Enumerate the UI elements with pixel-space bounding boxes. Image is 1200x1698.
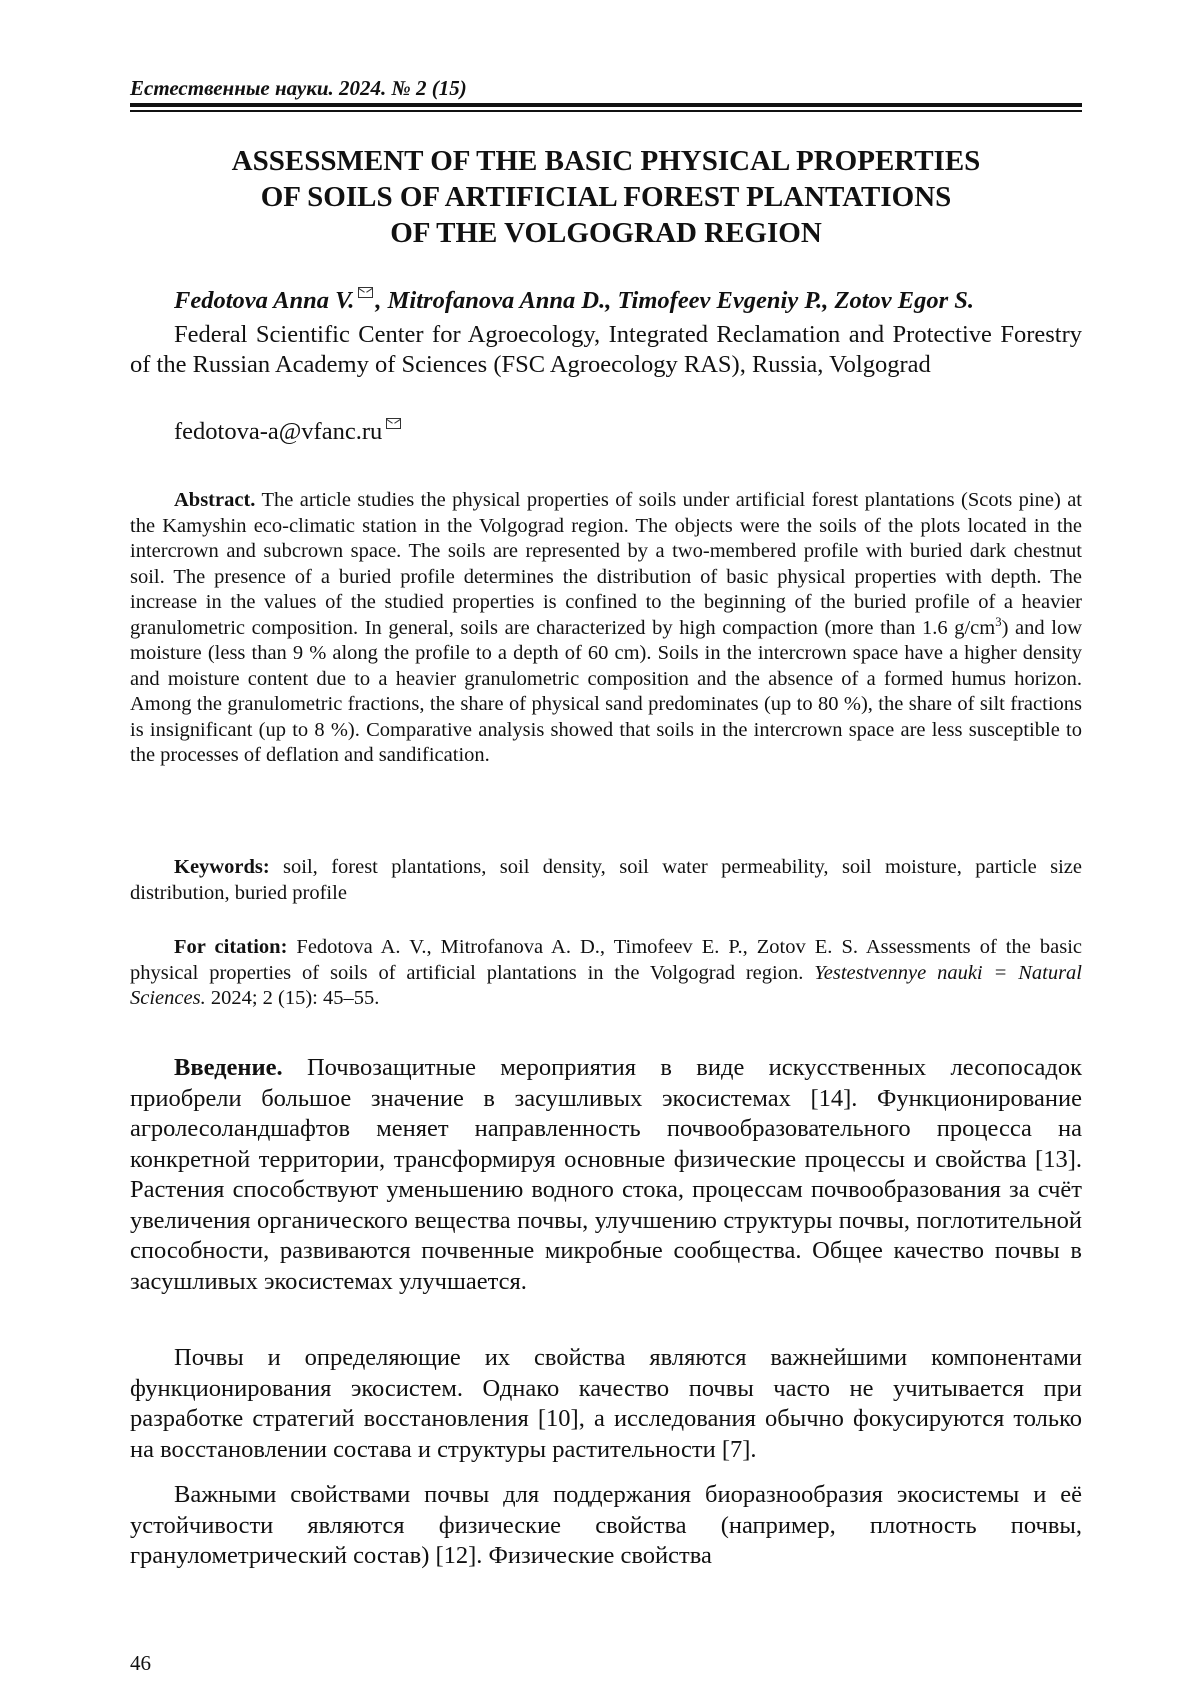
citation <box>130 935 1082 1012</box>
body-paragraph-intro <box>130 1053 1082 1297</box>
abstract-text: The article studies the physical properties of soils under artificial forest plantations (Scots pine) at the Kamyshin eco-climatic station in the Volgograd region. The objects were the soils of the plots located in the intercrown and subcrown space. The soils are represented by a two-membered profile with buried dark chestnut soil. The presence of a buried profile determines the distribution of basic physical properties with depth. The increase in the values of the studied properties is confined to the beginning of the buried profile of a heavier granulometric composition. In general, soils are characterized by high compaction (more than 1.6 g/cm <box>130 489 1082 639</box>
affiliation: Federal Scientific Center for Agroecology, Integrated Reclamation and Protective Forestry of the Russian Academy of Sciences (FSC Agroecology RAS), Russia, Volgograd <box>130 320 1082 380</box>
keywords-label: Keywords: <box>174 856 270 878</box>
intro-text: Почвозащитные мероприятия в виде искусственных лесопосадок приобрели большое значение в засушливых экосистемах [14]. Функционирование агролесоландшафтов меняет направленность почвообразовательного процесса на конкретной территории, трансформируя основные физические процессы и свойства [13]. Растения способствуют уменьшению водного стока, процессам почвообразования за счёт увеличения органического вещества почвы, улучшению структуры почвы, поглотительной способности, развиваются почвенные микробные сообщества. Общее качество почвы в засушливых экосистемах улучшается. <box>130 1054 1082 1295</box>
intro-label: Введение. <box>174 1054 283 1081</box>
citation-label: For citation: <box>174 936 287 958</box>
journal-page <box>130 0 1082 1698</box>
title-line: OF THE VOLGOGRAD REGION <box>130 215 1082 251</box>
title-line: ASSESSMENT OF THE BASIC PHYSICAL PROPERTIES <box>130 143 1082 179</box>
abstract-label: Abstract. <box>174 489 255 511</box>
header-rule-thin <box>130 110 1082 112</box>
superscript: 3 <box>995 615 1001 629</box>
abstract-text-continued: ) and low moisture (less than 9 % along the profile to a depth of 60 cm). Soils in the intercrown space have a higher density and moisture content due to a heavier granulometric composition and the absence of a formed humus horizon. Among the granulometric fractions, the share of physical sand predominates (up to 80 %), the share of silt fractions is insignificant (up to 8 %). Comparative analysis showed that soils in the intercrown space are less susceptible to the processes of deflation and sandification. <box>130 617 1082 767</box>
article-title <box>130 143 1082 251</box>
page-number: 46 <box>130 1651 151 1676</box>
title-line: OF SOILS OF ARTIFICIAL FOREST PLANTATIONS <box>130 179 1082 215</box>
citation-text: Fedotova A. V., Mitrofanova A. D., Timofeev E. P., Zotov E. S. Assessments of the basic physical properties of soils of artificial plantations in the Volgograd region. <box>130 936 1082 984</box>
co-authors: , Mitrofanova Anna D., Timofeev Evgeniy P., Zotov Egor S. <box>375 287 974 314</box>
citation-journal: Yestestvennye nauki = Natural Sciences. <box>130 962 1082 1010</box>
email-address[interactable]: fedotova-a@vfanc.ru <box>174 418 382 445</box>
keywords <box>130 855 1082 906</box>
header-rule-thick <box>130 103 1082 107</box>
body-paragraph: Почвы и определяющие их свойства являются важнейшими компонентами функционирования экосистем. Однако качество почвы часто не учитывается при разработке стратегий восстановления [10], а исследования обычно фокусируются только на восстановлении состава и структуры растительности [7]. <box>130 1343 1082 1465</box>
citation-details: 2024; 2 (15): 45–55. <box>206 987 380 1009</box>
author-list <box>174 287 974 315</box>
keywords-text: soil, forest plantations, soil density, soil water permeability, soil moisture, particle size distribution, buried profile <box>130 856 1082 904</box>
corresponding-author: Fedotova Anna V. <box>174 287 354 314</box>
body-paragraph: Важными свойствами почвы для поддержания биоразнообразия экосистемы и её устойчивости являются физические свойства (например, плотность почвы, гранулометрический состав) [12]. Физические свойства <box>130 1480 1082 1572</box>
abstract <box>130 488 1082 769</box>
envelope-icon <box>386 418 401 429</box>
author-email <box>174 418 403 446</box>
running-head: Естественные науки. 2024. № 2 (15) <box>130 76 467 101</box>
envelope-icon <box>358 287 373 298</box>
